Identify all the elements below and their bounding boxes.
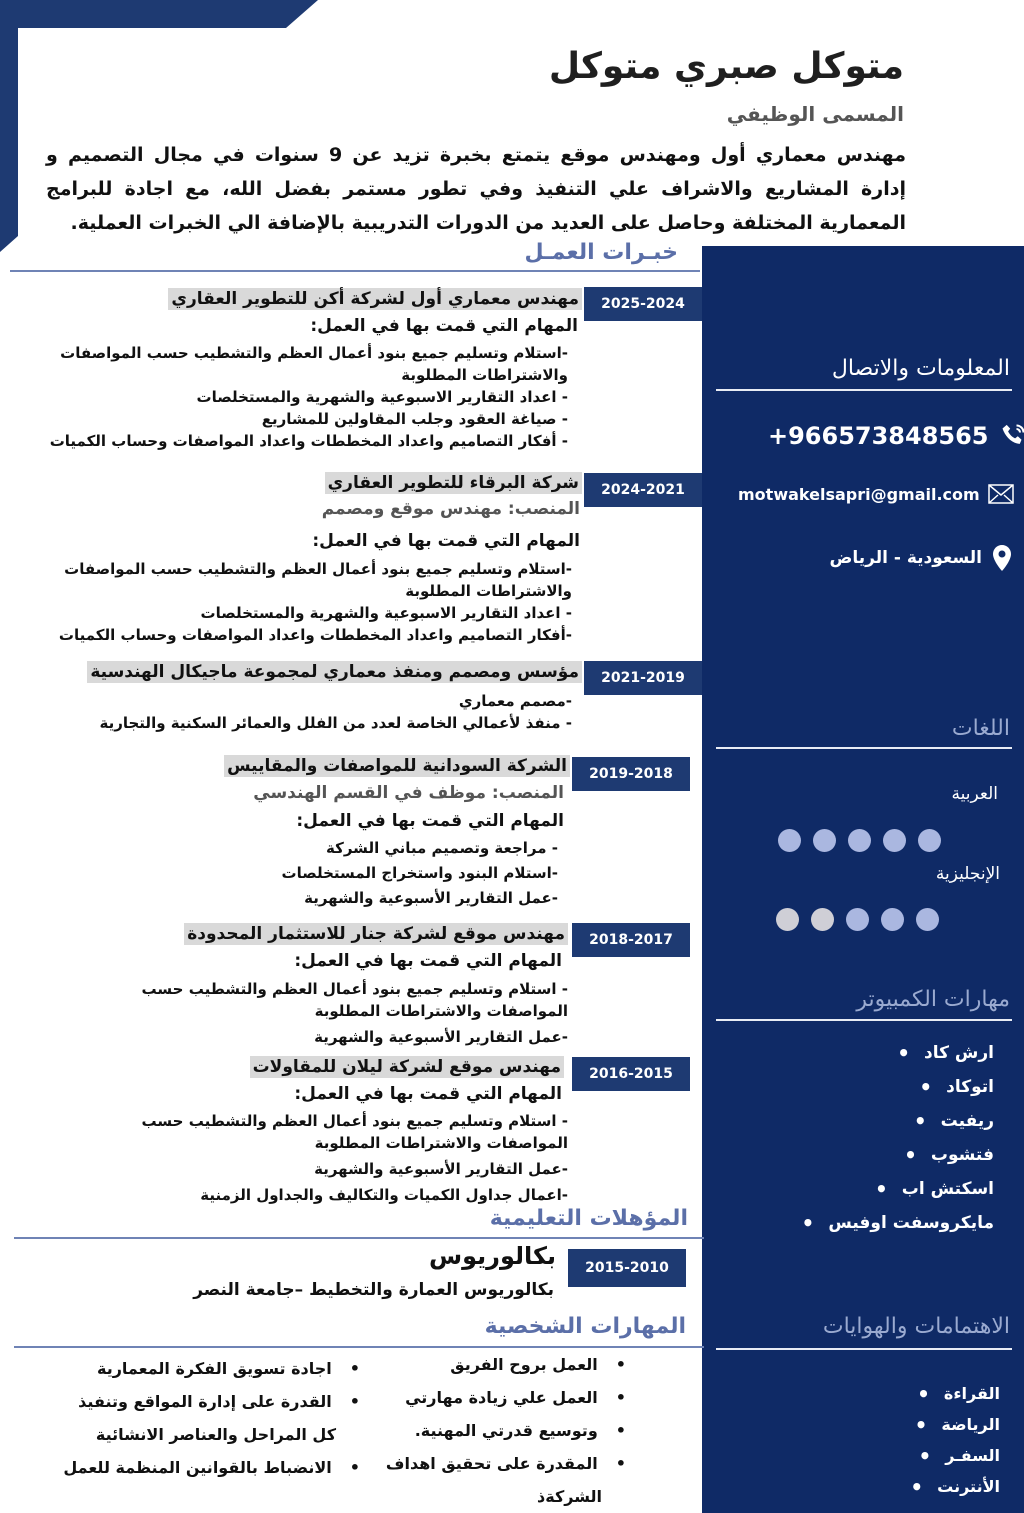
job-task-line: -اعمال جداول الكميات والتكاليف والجداول الزمنية [200, 1186, 568, 1204]
education-degree: بكالوريوس [428, 1242, 556, 1270]
job-years: 2019-2018 [572, 757, 690, 791]
candidate-name: متوكل صبري متوكل [548, 46, 904, 87]
job-title: مهندس معماري أول لشركة أكن للتطوير العقاري [168, 288, 582, 310]
job-tasks [282, 836, 558, 911]
level-dot [778, 829, 801, 852]
list-item: • الرياضة [910, 1409, 1000, 1440]
job-tasks [142, 1110, 568, 1206]
job-role: المنصب: مهندس موقع ومصمم [321, 499, 580, 519]
computer-skills-divider [716, 1019, 1012, 1021]
job-years: 2024-2021 [584, 473, 702, 507]
language-level-english [776, 908, 939, 931]
languages-section-title: اللغات [951, 716, 1010, 741]
job-task-line: -استلام وتسليم جميع بنود أعمال العظم والتشطيب حسب المواصفات [60, 344, 568, 362]
profile-summary: مهندس معماري أول ومهندس موقع يتمتع بخبرة تزيد عن 9 سنوات في مجال التصميم و إدارة المشاريع والاشراف علي التنفيذ وفي تطور مستمر بفضل الله، مع اجادة للبرامج المعمارية المختلفة وحاصل على العديد من الدورات التدريبية بالإضافة الي الخبرات العملية. [46, 144, 906, 234]
personal-skills-col2 [63, 1352, 360, 1484]
personal-skills-section-title: المهارات الشخصية [484, 1314, 686, 1339]
language-name: الإنجليزية [935, 864, 1000, 884]
job-tasks-heading: المهام التي قمت بها في العمل: [310, 316, 578, 336]
location-text: السعودية - الرياض [829, 548, 982, 568]
list-item: • العمل علي زيادة مهارتي [386, 1381, 626, 1414]
email-address[interactable]: motwakelsapri@gmail.com [738, 484, 980, 504]
job-title: مهندس موقع لشركة ليلان للمقاولات [250, 1056, 564, 1078]
education-divider [14, 1237, 704, 1239]
level-dot [848, 829, 871, 852]
job-task-line: - استلام وتسليم جميع بنود أعمال العظم والتشطيب حسب [141, 980, 568, 998]
list-item: • السفـر [910, 1440, 1000, 1471]
job-task-line: والاشتراطات المطلوبة [405, 582, 572, 600]
list-item: • وتوسيع قدرتي المهنية. [386, 1414, 626, 1447]
phone-number[interactable]: +966573848565 [768, 422, 989, 450]
personal-skills-col1 [386, 1348, 626, 1513]
job-tasks [59, 558, 572, 646]
job-task-line: - أفكار التصاميم واعداد المخططات واعداد المواصفات وحساب الكميات [49, 432, 568, 450]
language-level-arabic [778, 829, 941, 852]
job-task-line: المواصفات والاشتراطات المطلوبة [314, 1002, 568, 1020]
job-task-line: - استلام وتسليم جميع بنود أعمال العظم والتشطيب حسب [141, 1112, 568, 1130]
job-task-line: - مراجعة وتصميم مباني الشركة [326, 839, 558, 857]
email-row[interactable] [738, 484, 1014, 504]
computer-skills-section-title: مهارات الكمبيوتر [856, 987, 1010, 1012]
list-item: • ريفيت [802, 1104, 994, 1138]
location-row [830, 544, 1013, 572]
job-task-line: والاشتراطات المطلوبة [401, 366, 568, 384]
level-dot [883, 829, 906, 852]
location-pin-icon [992, 544, 1012, 572]
job-task-line: - اعداد التقارير الاسبوعية والشهرية والمستخلصات [196, 388, 568, 406]
phone-icon [999, 422, 1024, 450]
list-item: الشركةذ [537, 1487, 602, 1506]
level-dot [813, 829, 836, 852]
job-task-line: -عمل التقارير الأسبوعية والشهرية [314, 1160, 568, 1178]
job-task-line: - منفذ لأعمالي الخاصة لعدد من الفلل والعمائر السكنية والتجارية [99, 714, 572, 732]
hobbies-divider [716, 1348, 1012, 1350]
job-task-line: - صياغة العقود وجلب المقاولين للمشاريع [261, 410, 568, 428]
education-years: 2015-2010 [568, 1249, 686, 1287]
job-task-line: -عمل التقارير الأسبوعية والشهرية [314, 1028, 568, 1046]
job-task-line: المواصفات والاشتراطات المطلوبة [314, 1134, 568, 1152]
mail-icon [988, 484, 1014, 504]
education-section-title: المؤهلات التعليمية [489, 1206, 688, 1231]
contact-divider [716, 389, 1012, 391]
job-title: المسمى الوظيفي [726, 102, 904, 126]
job-title: شركة البرقاء للتطوير العقاري [325, 472, 582, 494]
list-item: • فتشوب [802, 1138, 994, 1172]
hobbies-list [910, 1378, 1000, 1502]
phone-row[interactable] [768, 422, 1024, 450]
list-item: • اتوكاد [802, 1070, 994, 1104]
job-tasks-heading: المهام التي قمت بها في العمل: [294, 951, 562, 971]
job-years: 2025-2024 [584, 287, 702, 321]
level-dot [881, 908, 904, 931]
list-item: • العمل بروح الفريق [386, 1348, 626, 1381]
education-detail: بكالوريوس العمارة والتخطيط –جامعة النصر [193, 1280, 554, 1300]
level-dot [846, 908, 869, 931]
level-dot [811, 908, 834, 931]
job-title: مهندس موقع لشركة جنار للاستثمار المحدودة [184, 923, 568, 945]
job-years: 2018-2017 [572, 923, 690, 957]
list-item: كل المراحل والعناصر الانشائية [95, 1425, 336, 1444]
job-tasks-heading: المهام التي قمت بها في العمل: [296, 811, 564, 831]
job-task-line: -عمل التقارير الأسبوعية والشهرية [304, 889, 558, 907]
job-task-line: -استلام البنود واستخراج المستخلصات [281, 864, 558, 882]
list-item: • المقدرة على تحقيق اهداف [386, 1447, 626, 1480]
job-tasks [142, 978, 568, 1048]
list-item: • مايكروسفت اوفيس [802, 1206, 994, 1240]
languages-divider [716, 747, 1012, 749]
list-item: • ارش كاد [802, 1036, 994, 1070]
list-item: • اسكتش اب [802, 1172, 994, 1206]
job-years: 2021-2019 [584, 661, 702, 695]
job-title: مؤسس ومصمم ومنفذ معماري لمجموعة ماجيكال الهندسية [87, 661, 582, 683]
list-item: • اجادة تسويق الفكرة المعمارية [63, 1352, 360, 1385]
job-tasks-heading: المهام التي قمت بها في العمل: [312, 531, 580, 551]
experience-section-title: خبـرات العمـل [524, 240, 678, 265]
job-task-line: -استلام وتسليم جميع بنود أعمال العظم والتشطيب حسب المواصفات [64, 560, 572, 578]
job-tasks [100, 690, 573, 734]
level-dot [776, 908, 799, 931]
list-item: • القدرة على إدارة المواقع وتنفيذ [63, 1385, 360, 1418]
job-tasks-heading: المهام التي قمت بها في العمل: [294, 1084, 562, 1104]
job-task-line: -أفكار التصاميم واعداد المخططات واعداد المواصفات وحساب الكميات [58, 626, 572, 644]
contact-section-title: المعلومات والاتصال [831, 356, 1010, 381]
list-item: • القراءة [910, 1378, 1000, 1409]
job-role: المنصب: موظف في القسم الهندسي [253, 783, 564, 803]
language-name: العربية [951, 784, 998, 804]
computer-skills-list [802, 1036, 994, 1240]
job-title: الشركة السودانية للمواصفات والمقاييس [224, 755, 570, 777]
experience-divider [10, 270, 700, 272]
list-item: • الأنترنت [910, 1471, 1000, 1502]
job-task-line: - اعداد التقارير الاسبوعية والشهرية والمستخلصات [200, 604, 572, 622]
job-years: 2016-2015 [572, 1057, 690, 1091]
level-dot [918, 829, 941, 852]
job-task-line: -مصمم معماري [458, 692, 572, 710]
job-tasks [50, 342, 568, 452]
level-dot [916, 908, 939, 931]
list-item: • الانضباط بالقوانين المنظمة للعمل [63, 1451, 360, 1484]
hobbies-section-title: الاهتمامات والهوايات [822, 1314, 1010, 1339]
